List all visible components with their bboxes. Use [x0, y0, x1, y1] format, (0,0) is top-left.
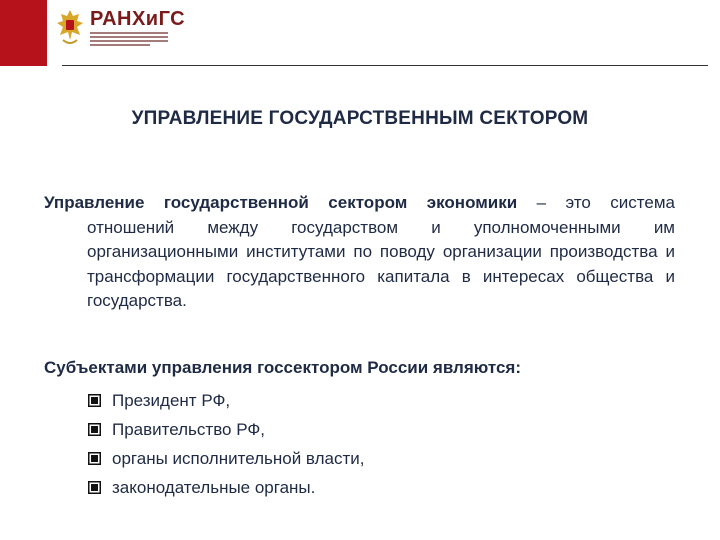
definition-dash: –: [517, 193, 566, 212]
definition-text: это система отношений между государством и уполномоченными им организационными институтами по поводу организации производства и трансформации государственного капитала в интересах общества и государства.: [87, 193, 675, 310]
list-item-label: Правительство РФ,: [112, 419, 266, 439]
list-item-label: Президент РФ,: [112, 390, 231, 410]
list-item: [88, 444, 364, 473]
checkbox-bullet-icon: [88, 423, 101, 436]
list-item: [88, 386, 364, 415]
header-divider: [62, 65, 708, 66]
logo-subtitle-lines: [90, 32, 185, 48]
red-accent-bar: [0, 0, 47, 66]
ranepa-logo: [55, 4, 185, 52]
subjects-list: [88, 386, 364, 502]
list-item-label: органы исполнительной власти,: [112, 448, 365, 468]
definition-paragraph: [44, 191, 675, 314]
double-eagle-emblem-icon: [55, 8, 85, 48]
list-item-label: законодательные органы.: [112, 477, 316, 497]
checkbox-bullet-icon: [88, 394, 101, 407]
list-item: [88, 473, 364, 502]
logo-name: РАНХиГС: [90, 7, 186, 30]
definition-term: Управление государственной сектором экономики: [44, 193, 518, 212]
list-item: [88, 415, 364, 444]
checkbox-bullet-icon: [88, 452, 101, 465]
slide-title: УПРАВЛЕНИЕ ГОСУДАРСТВЕННЫМ СЕКТОРОМ: [131, 108, 589, 129]
checkbox-bullet-icon: [88, 481, 101, 494]
subjects-heading: Субъектами управления госсектором России являются:: [44, 358, 521, 377]
